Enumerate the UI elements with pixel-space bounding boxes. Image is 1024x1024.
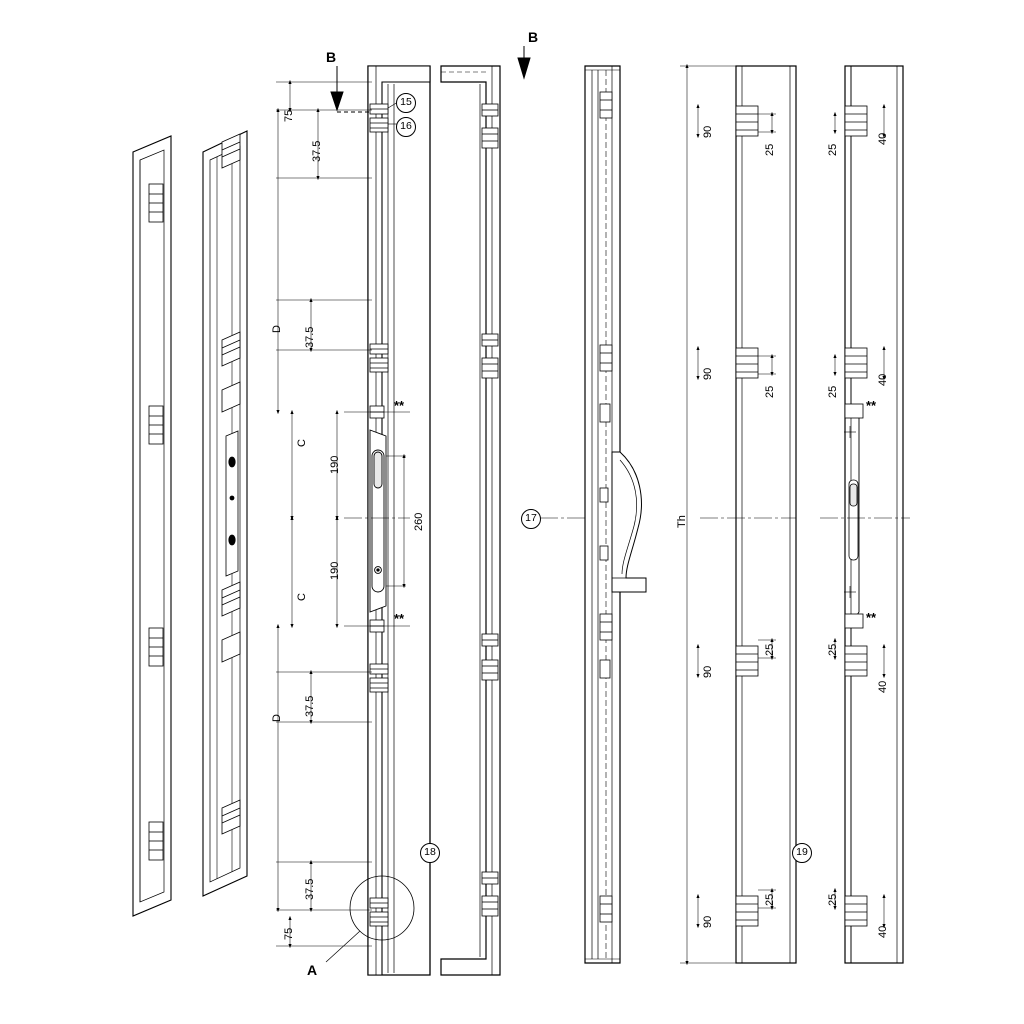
dim-right-2: 25 (764, 143, 776, 156)
dim-farright-7: 40 (877, 925, 889, 938)
dim-front-9: 37.5 (304, 695, 316, 717)
section-label-b-top: B (326, 49, 337, 65)
star-mark-3: ** (866, 398, 877, 413)
dim-front-2: D (271, 325, 283, 333)
dim-front-7: 190 (329, 561, 341, 580)
view-front-main (276, 66, 430, 978)
dim-front-11: 37.5 (304, 878, 316, 900)
dim-front-5: 190 (329, 455, 341, 474)
dim-right-1: 90 (702, 125, 714, 138)
dim-front-3: 37.5 (304, 326, 316, 348)
dim-right-8: 25 (764, 893, 776, 906)
section-label-a: A (307, 962, 318, 978)
dim-front-4: C (296, 439, 308, 447)
dim-farright-3: 40 (877, 373, 889, 386)
balloon-18: 18 (420, 843, 440, 863)
dim-front-8: C (296, 593, 308, 601)
balloon-16: 16 (396, 117, 416, 137)
view-side-handle (540, 66, 646, 963)
dim-right-6: 25 (764, 643, 776, 656)
section-label-b-right: B (528, 29, 539, 45)
dim-front-6: 260 (413, 512, 425, 531)
dim-right-5: 90 (702, 665, 714, 678)
view-right-panel (680, 66, 796, 963)
dim-farright-4: 25 (827, 643, 839, 656)
star-mark-2: ** (394, 611, 405, 626)
dim-farright-1: 40 (877, 132, 889, 145)
dim-right-7: 90 (702, 915, 714, 928)
dim-farright-2: 25 (827, 385, 839, 398)
dim-right-4: 25 (764, 385, 776, 398)
view-isometric-panels (133, 131, 247, 916)
balloon-19: 19 (792, 843, 812, 863)
dim-right-0: Th (676, 515, 688, 528)
dim-front-1: 37.5 (311, 140, 323, 162)
dim-right-3: 90 (702, 367, 714, 380)
view-frame (441, 46, 530, 975)
dim-farright-0: 25 (827, 143, 839, 156)
balloon-15: 15 (396, 93, 416, 113)
view-far-right-panel (820, 66, 910, 963)
dim-farright-6: 25 (827, 893, 839, 906)
dim-front-0: 75 (283, 109, 295, 122)
star-mark-4: ** (866, 610, 877, 625)
dim-farright-5: 40 (877, 680, 889, 693)
dim-front-12: 75 (283, 927, 295, 940)
balloon-17: 17 (521, 509, 541, 529)
dim-front-10: D (271, 714, 283, 722)
star-mark-1: ** (394, 398, 405, 413)
